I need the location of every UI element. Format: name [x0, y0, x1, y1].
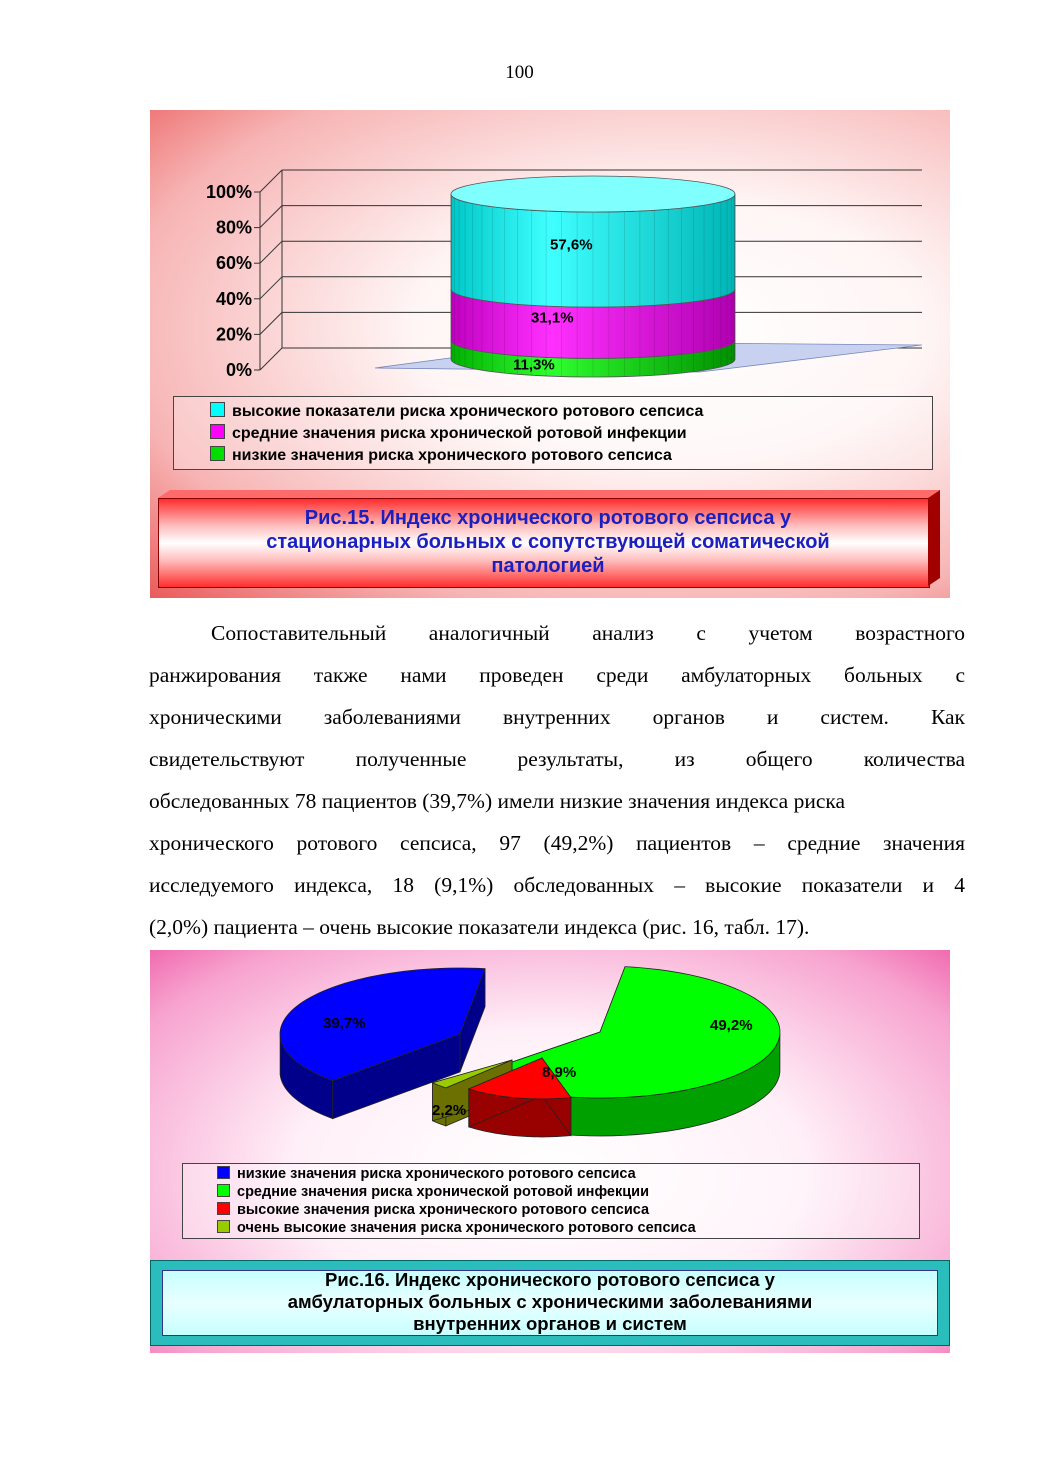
caption-bevel-top [158, 490, 940, 498]
legend-item [217, 1219, 696, 1237]
legend-swatch-cyan [210, 402, 225, 417]
legend-swatch-olive [217, 1220, 230, 1233]
chart-legend [182, 1163, 920, 1239]
legend-label: высокие значения риска хронического ротового сепсиса [237, 1202, 650, 1218]
figure-15 [150, 110, 950, 598]
legend-swatch-green [217, 1184, 230, 1197]
pie-chart [150, 950, 950, 1160]
legend-label: низкие значения риска хронического ротового сепсиса [232, 447, 672, 464]
legend-item [210, 446, 672, 466]
pie-slices [280, 967, 780, 1137]
legend-swatch-blue [217, 1166, 230, 1179]
legend-label: средние значения риска хронической ротовой инфекции [237, 1184, 649, 1200]
figure-16 [150, 950, 950, 1353]
gridline-diagonal [260, 277, 282, 299]
data-label: 2,2% [432, 1102, 467, 1119]
data-label: 11,3% [513, 356, 555, 374]
y-axis-ticks [206, 182, 252, 380]
stacked-cylinder-chart [150, 110, 950, 410]
page-number: 100 [505, 62, 534, 83]
legend-label: средние значения риска хронической ротовой инфекции [232, 425, 687, 442]
legend-label: низкие значения риска хронического ротового сепсиса [237, 1166, 636, 1182]
data-label: 57,6% [550, 236, 593, 254]
cylinder-top [451, 176, 735, 212]
legend-label: очень высокие значения риска хронического ротового сепсиса [237, 1220, 696, 1236]
gridline-diagonal [260, 312, 282, 334]
y-tick-label: 80% [215, 217, 252, 238]
caption-line: внутренних органов и систем [413, 1313, 687, 1334]
legend-item [217, 1165, 636, 1183]
gridline-diagonal [260, 170, 282, 192]
y-tick-label: 0% [225, 360, 252, 380]
data-label: 31,1% [531, 309, 574, 327]
legend-swatch-magenta [210, 424, 225, 439]
caption-line: стационарных больных с сопутствующей соматической [266, 531, 830, 553]
text-line: хронического ротового сепсиса, 97 (49,2%) пациентов – средние значения [149, 831, 965, 855]
legend-item [217, 1201, 649, 1219]
data-label: 39,7% [323, 1015, 366, 1032]
gridline-diagonal [260, 206, 282, 228]
y-tick-label: 40% [215, 288, 252, 309]
figure-caption [150, 1260, 950, 1346]
legend-item [210, 424, 687, 444]
caption-line: Рис.15. Индекс хронического ротового сепсиса у [304, 507, 792, 529]
y-tick-label: 100% [205, 182, 252, 202]
legend-swatch-green [210, 446, 225, 461]
body-paragraph [149, 612, 965, 948]
legend-swatch-red [217, 1202, 230, 1215]
text-line: (2,0%) пациента – очень высокие показатели индекса (рис. 16, табл. 17). [149, 915, 810, 939]
caption-line: Рис.16. Индекс хронического ротового сепсиса у [325, 1269, 775, 1290]
caption-text [150, 1269, 950, 1335]
text-line: Сопоставительный аналогичный анализ с учетом возрастного [211, 621, 965, 645]
text-line: свидетельствуют полученные результаты, из общего количества [149, 747, 965, 771]
figure-caption [158, 498, 930, 588]
text-line: хроническими заболеваниями внутренних органов и систем. Как [149, 705, 965, 729]
legend-item [217, 1183, 649, 1201]
caption-text [158, 506, 938, 578]
legend-item [210, 402, 703, 422]
y-tick-label: 20% [215, 324, 252, 345]
chart-legend [173, 396, 933, 470]
cylinder-segments [451, 176, 735, 377]
y-tick-label: 60% [215, 253, 252, 274]
caption-line: патологией [491, 555, 605, 577]
gridline-diagonal [260, 241, 282, 263]
text-line: обследованных 78 пациентов (39,7%) имели низкие значения индекса риска [149, 789, 846, 813]
data-label: 8,9% [542, 1064, 577, 1081]
caption-line: амбулаторных больных с хроническими заболеваниями [287, 1291, 813, 1312]
gridline-diagonal [260, 348, 282, 370]
text-line: ранжирования также нами проведен среди амбулаторных больных с [149, 663, 965, 687]
data-label: 49,2% [710, 1017, 753, 1034]
text-line: исследуемого индекса, 18 (9,1%) обследованных – высокие показатели и 4 [149, 873, 965, 897]
legend-label: высокие показатели риска хронического ротового сепсиса [232, 403, 704, 420]
